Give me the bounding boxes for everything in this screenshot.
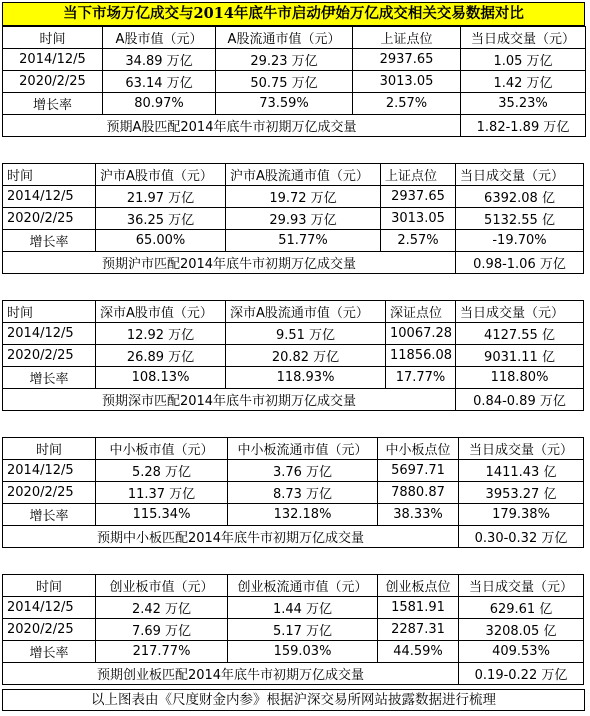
value-cell: 7.69 万亿	[96, 619, 228, 641]
value-cell: 4127.55 亿	[456, 323, 584, 345]
page-title: 当下市场万亿成交与2014年底牛市启动伊始万亿成交相关交易数据对比	[2, 2, 585, 26]
header-cell: 深市A股流通市值（元）	[226, 301, 386, 323]
value-cell: 50.75 万亿	[216, 71, 353, 93]
value-cell: 2287.31	[378, 619, 459, 641]
header-cell: 当日成交量（元）	[459, 575, 584, 597]
value-cell: 1411.43 亿	[459, 460, 584, 482]
expectation-label: 预期创业板匹配2014年底牛市初期万亿成交量	[3, 663, 459, 685]
table-row	[3, 460, 584, 482]
header-cell: 时间	[3, 575, 96, 597]
value-cell: 63.14 万亿	[103, 71, 216, 93]
date-cell: 2020/2/25	[3, 71, 103, 93]
growth-row	[3, 504, 584, 526]
header-cell: 当日成交量（元）	[456, 301, 584, 323]
growth-row	[3, 230, 584, 252]
growth-label: 增长率	[3, 641, 96, 663]
value-cell: 19.72 万亿	[226, 186, 381, 208]
table-sme-board	[2, 437, 584, 548]
table-row	[3, 71, 586, 93]
header-row	[3, 575, 584, 597]
value-cell: 6392.08 亿	[456, 186, 584, 208]
header-cell: 时间	[3, 164, 96, 186]
value-cell: 1.05 万亿	[461, 49, 586, 71]
date-cell: 2014/12/5	[3, 323, 96, 345]
header-cell: 创业板市值（元）	[96, 575, 228, 597]
value-cell: 36.25 万亿	[96, 208, 226, 230]
value-cell: 9031.11 亿	[456, 345, 584, 367]
header-cell: 沪市A股流通市值（元）	[226, 164, 381, 186]
value-cell: 29.93 万亿	[226, 208, 381, 230]
table-shenzhen	[2, 300, 584, 411]
date-cell: 2020/2/25	[3, 619, 96, 641]
table-row	[3, 49, 586, 71]
value-cell: 10067.28	[386, 323, 456, 345]
header-cell: 时间	[3, 301, 96, 323]
value-cell: 1581.91	[378, 597, 459, 619]
header-row	[3, 27, 586, 49]
header-cell: 沪市A股市值（元）	[96, 164, 226, 186]
table-shanghai	[2, 163, 584, 274]
expectation-row	[3, 389, 584, 411]
value-cell: 5132.55 亿	[456, 208, 584, 230]
growth-cell: 2.57%	[353, 93, 461, 115]
table-chinext	[2, 574, 584, 685]
growth-label: 增长率	[3, 230, 96, 252]
header-cell: A股市值（元）	[103, 27, 216, 49]
table-a-shares	[2, 26, 586, 137]
header-cell: 创业板流通市值（元）	[228, 575, 378, 597]
value-cell: 9.51 万亿	[226, 323, 386, 345]
value-cell: 11856.08	[386, 345, 456, 367]
growth-cell: 73.59%	[216, 93, 353, 115]
expectation-label: 预期A股匹配2014年底牛市初期万亿成交量	[3, 115, 461, 137]
growth-cell: 115.34%	[96, 504, 228, 526]
date-cell: 2020/2/25	[3, 345, 96, 367]
expectation-value: 1.82-1.89 万亿	[461, 115, 586, 137]
growth-cell: 118.80%	[456, 367, 584, 389]
value-cell: 29.23 万亿	[216, 49, 353, 71]
expectation-label: 预期沪市匹配2014年底牛市初期万亿成交量	[3, 252, 456, 274]
header-cell: 时间	[3, 27, 103, 49]
growth-cell: 217.77%	[96, 641, 228, 663]
table-row	[3, 619, 584, 641]
table-row	[3, 186, 584, 208]
growth-cell: 108.13%	[96, 367, 226, 389]
date-cell: 2014/12/5	[3, 186, 96, 208]
growth-cell: 38.33%	[378, 504, 459, 526]
value-cell: 3013.05	[353, 71, 461, 93]
value-cell: 3.76 万亿	[228, 460, 378, 482]
growth-cell: -19.70%	[456, 230, 584, 252]
header-cell: 上证点位	[381, 164, 456, 186]
date-cell: 2014/12/5	[3, 49, 103, 71]
growth-row	[3, 93, 586, 115]
expectation-label: 预期深市匹配2014年底牛市初期万亿成交量	[3, 389, 456, 411]
value-cell: 11.37 万亿	[96, 482, 228, 504]
value-cell: 12.92 万亿	[96, 323, 226, 345]
value-cell: 1.42 万亿	[461, 71, 586, 93]
source-footnote: 以上图表由《尺度财金内参》根据沪深交易所网站披露数据进行梳理	[2, 689, 585, 711]
value-cell: 8.73 万亿	[228, 482, 378, 504]
expectation-label: 预期中小板匹配2014年底牛市初期万亿成交量	[3, 526, 459, 548]
header-cell: 当日成交量（元）	[459, 438, 584, 460]
growth-cell: 118.93%	[226, 367, 386, 389]
value-cell: 2937.65	[381, 186, 456, 208]
header-cell: A股流通市值（元）	[216, 27, 353, 49]
header-cell: 中小板流通市值（元）	[228, 438, 378, 460]
value-cell: 26.89 万亿	[96, 345, 226, 367]
value-cell: 5.28 万亿	[96, 460, 228, 482]
expectation-value: 0.84-0.89 万亿	[456, 389, 584, 411]
growth-cell: 80.97%	[103, 93, 216, 115]
value-cell: 3013.05	[381, 208, 456, 230]
value-cell: 21.97 万亿	[96, 186, 226, 208]
growth-label: 增长率	[3, 93, 103, 115]
value-cell: 20.82 万亿	[226, 345, 386, 367]
value-cell: 2.42 万亿	[96, 597, 228, 619]
header-cell: 中小板市值（元）	[96, 438, 228, 460]
value-cell: 5697.71	[378, 460, 459, 482]
expectation-row	[3, 252, 584, 274]
header-row	[3, 164, 584, 186]
growth-cell: 159.03%	[228, 641, 378, 663]
value-cell: 1.44 万亿	[228, 597, 378, 619]
date-cell: 2020/2/25	[3, 208, 96, 230]
header-row	[3, 301, 584, 323]
growth-row	[3, 641, 584, 663]
header-row	[3, 438, 584, 460]
value-cell: 34.89 万亿	[103, 49, 216, 71]
growth-cell: 409.53%	[459, 641, 584, 663]
header-cell: 当日成交量（元）	[456, 164, 584, 186]
value-cell: 7880.87	[378, 482, 459, 504]
value-cell: 629.61 亿	[459, 597, 584, 619]
expectation-row	[3, 115, 586, 137]
growth-row	[3, 367, 584, 389]
growth-cell: 65.00%	[96, 230, 226, 252]
growth-cell: 2.57%	[381, 230, 456, 252]
expectation-value: 0.98-1.06 万亿	[456, 252, 584, 274]
value-cell: 3208.05 亿	[459, 619, 584, 641]
growth-cell: 132.18%	[228, 504, 378, 526]
header-cell: 创业板点位	[378, 575, 459, 597]
expectation-value: 0.19-0.22 万亿	[459, 663, 584, 685]
date-cell: 2020/2/25	[3, 482, 96, 504]
growth-label: 增长率	[3, 504, 96, 526]
header-cell: 深市A股市值（元）	[96, 301, 226, 323]
expectation-row	[3, 526, 584, 548]
header-cell: 深证点位	[386, 301, 456, 323]
value-cell: 2937.65	[353, 49, 461, 71]
growth-cell: 17.77%	[386, 367, 456, 389]
header-cell: 中小板点位	[378, 438, 459, 460]
value-cell: 5.17 万亿	[228, 619, 378, 641]
header-cell: 时间	[3, 438, 96, 460]
table-row	[3, 323, 584, 345]
growth-cell: 35.23%	[461, 93, 586, 115]
header-cell: 上证点位	[353, 27, 461, 49]
table-row	[3, 482, 584, 504]
table-row	[3, 208, 584, 230]
date-cell: 2014/12/5	[3, 597, 96, 619]
date-cell: 2014/12/5	[3, 460, 96, 482]
growth-label: 增长率	[3, 367, 96, 389]
expectation-value: 0.30-0.32 万亿	[459, 526, 584, 548]
value-cell: 3953.27 亿	[459, 482, 584, 504]
table-row	[3, 597, 584, 619]
expectation-row	[3, 663, 584, 685]
growth-cell: 51.77%	[226, 230, 381, 252]
growth-cell: 179.38%	[459, 504, 584, 526]
growth-cell: 44.59%	[378, 641, 459, 663]
table-row	[3, 345, 584, 367]
header-cell: 当日成交量（元）	[461, 27, 586, 49]
